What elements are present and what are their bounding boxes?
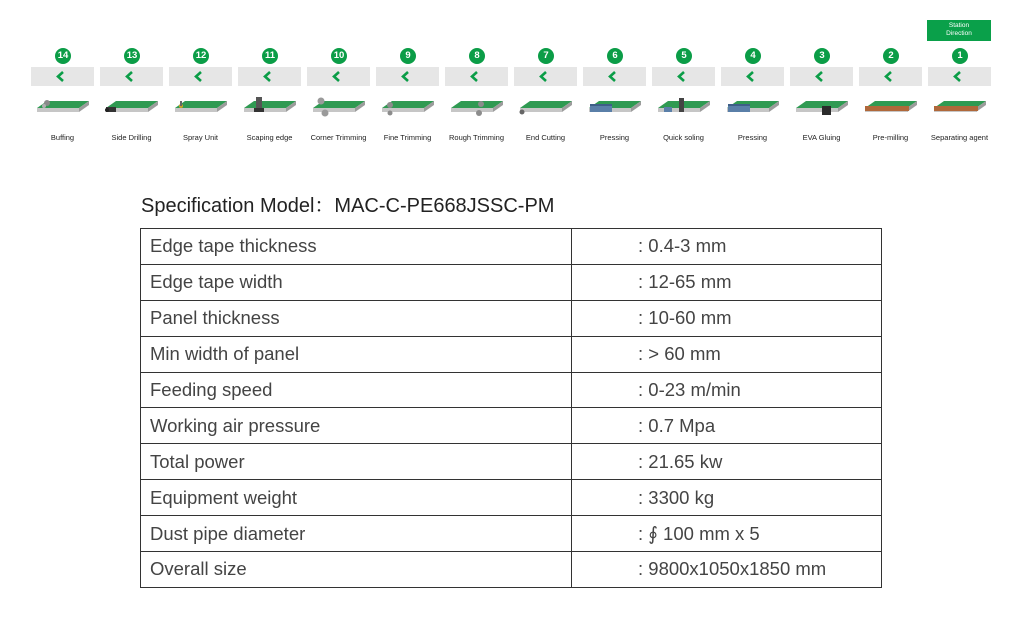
station-label: Pressing <box>737 133 768 142</box>
spec-key: Edge tape thickness <box>141 229 572 265</box>
spec-key: Feeding speed <box>141 372 572 408</box>
chevron-left-icon <box>953 71 963 82</box>
spec-value: : 0.7 Mpa <box>572 408 882 444</box>
spec-value: : > 60 mm <box>572 336 882 372</box>
spec-key: Working air pressure <box>141 408 572 444</box>
direction-line-2: Direction <box>946 30 972 37</box>
direction-arrow <box>31 67 94 86</box>
chevron-left-icon <box>332 71 342 82</box>
direction-arrow <box>169 67 232 86</box>
spec-key: Equipment weight <box>141 480 572 516</box>
quick-soling-unit-image <box>656 95 712 119</box>
direction-arrow <box>238 67 301 86</box>
station-1 <box>928 47 991 147</box>
station-7 <box>514 47 577 147</box>
spec-title: Specification Model：MAC-C-PE668JSSC-PM <box>141 195 555 217</box>
station-12 <box>169 47 232 147</box>
station-number: 12 <box>193 48 209 64</box>
station-strip <box>31 47 993 147</box>
station-label: Buffing <box>50 133 75 142</box>
pressing-unit-image <box>725 95 781 119</box>
spec-value: : 10-60 mm <box>572 300 882 336</box>
station-11 <box>238 47 301 147</box>
station-label: Scaping edge <box>246 133 293 142</box>
spec-key: Panel thickness <box>141 300 572 336</box>
spec-key: Overall size <box>141 552 572 588</box>
station-label: Corner Trimming <box>310 133 367 142</box>
direction-line-1: Station <box>948 22 970 29</box>
table-row <box>141 444 882 480</box>
spec-key: Total power <box>141 444 572 480</box>
pre-milling-unit-image <box>863 95 919 119</box>
rough-trimming-unit-image <box>449 95 505 119</box>
direction-arrow <box>583 67 646 86</box>
spray-unit-image <box>173 95 229 119</box>
station-number: 1 <box>952 48 968 64</box>
station-number: 5 <box>676 48 692 64</box>
station-14 <box>31 47 94 147</box>
station-label: Separating agent <box>930 133 989 142</box>
scraping-unit-image <box>242 95 298 119</box>
station-number: 9 <box>400 48 416 64</box>
spec-value: : ∮ 100 mm x 5 <box>572 516 882 552</box>
chevron-left-icon <box>884 71 894 82</box>
chevron-left-icon <box>608 71 618 82</box>
table-row <box>141 480 882 516</box>
direction-arrow <box>859 67 922 86</box>
station-label: Quick soling <box>663 133 704 142</box>
table-row <box>141 264 882 300</box>
spec-value: : 21.65 kw <box>572 444 882 480</box>
spec-key: Edge tape width <box>141 264 572 300</box>
table-row <box>141 336 882 372</box>
station-number: 2 <box>883 48 899 64</box>
station-label: Fine Trimming <box>383 133 432 142</box>
corner-trimming-unit-image <box>311 95 367 119</box>
station-label: Rough Trimming <box>448 133 505 142</box>
direction-arrow <box>445 67 508 86</box>
table-row <box>141 300 882 336</box>
table-row <box>141 552 882 588</box>
separating-agent-unit-image <box>932 95 988 119</box>
station-6 <box>583 47 646 147</box>
direction-arrow <box>652 67 715 86</box>
spec-value: : 0.4-3 mm <box>572 229 882 265</box>
eva-gluing-unit-image <box>794 95 850 119</box>
spec-value: : 0-23 m/min <box>572 372 882 408</box>
station-3 <box>790 47 853 147</box>
station-number: 4 <box>745 48 761 64</box>
station-number: 13 <box>124 48 140 64</box>
station-4 <box>721 47 784 147</box>
direction-arrow <box>928 67 991 86</box>
chevron-left-icon <box>56 71 66 82</box>
station-8 <box>445 47 508 147</box>
chevron-left-icon <box>746 71 756 82</box>
direction-arrow <box>514 67 577 86</box>
buffing-unit-image <box>35 95 91 119</box>
station-2 <box>859 47 922 147</box>
station-number: 6 <box>607 48 623 64</box>
station-13 <box>100 47 163 147</box>
station-number: 14 <box>55 48 71 64</box>
station-label: EVA Gluing <box>802 133 841 142</box>
chevron-left-icon <box>470 71 480 82</box>
station-label: Pressing <box>599 133 630 142</box>
spec-key: Dust pipe diameter <box>141 516 572 552</box>
station-number: 7 <box>538 48 554 64</box>
direction-arrow <box>790 67 853 86</box>
station-number: 11 <box>262 48 278 64</box>
chevron-left-icon <box>539 71 549 82</box>
station-5 <box>652 47 715 147</box>
station-label: Spray Unit <box>182 133 218 142</box>
pressing-unit-image <box>587 95 643 119</box>
spec-value: : 3300 kg <box>572 480 882 516</box>
station-9 <box>376 47 439 147</box>
chevron-left-icon <box>677 71 687 82</box>
direction-arrow <box>376 67 439 86</box>
station-label: Side Drilling <box>111 133 152 142</box>
station-number: 10 <box>331 48 347 64</box>
chevron-left-icon <box>401 71 411 82</box>
end-cutting-unit-image <box>518 95 574 119</box>
table-row <box>141 516 882 552</box>
spec-value: : 12-65 mm <box>572 264 882 300</box>
chevron-left-icon <box>263 71 273 82</box>
side-drilling-unit-image <box>104 95 160 119</box>
chevron-left-icon <box>815 71 825 82</box>
station-label: End Cutting <box>525 133 566 142</box>
direction-arrow <box>721 67 784 86</box>
station-label: Pre-milling <box>872 133 909 142</box>
station-number: 8 <box>469 48 485 64</box>
table-row <box>141 229 882 265</box>
station-number: 3 <box>814 48 830 64</box>
direction-arrow <box>100 67 163 86</box>
spec-key: Min width of panel <box>141 336 572 372</box>
station-10 <box>307 47 370 147</box>
direction-arrow <box>307 67 370 86</box>
fine-trimming-unit-image <box>380 95 436 119</box>
table-row <box>141 372 882 408</box>
chevron-left-icon <box>125 71 135 82</box>
station-direction-badge <box>927 20 991 41</box>
chevron-left-icon <box>194 71 204 82</box>
spec-value: : 9800x1050x1850 mm <box>572 552 882 588</box>
spec-table <box>140 228 882 588</box>
table-row <box>141 408 882 444</box>
